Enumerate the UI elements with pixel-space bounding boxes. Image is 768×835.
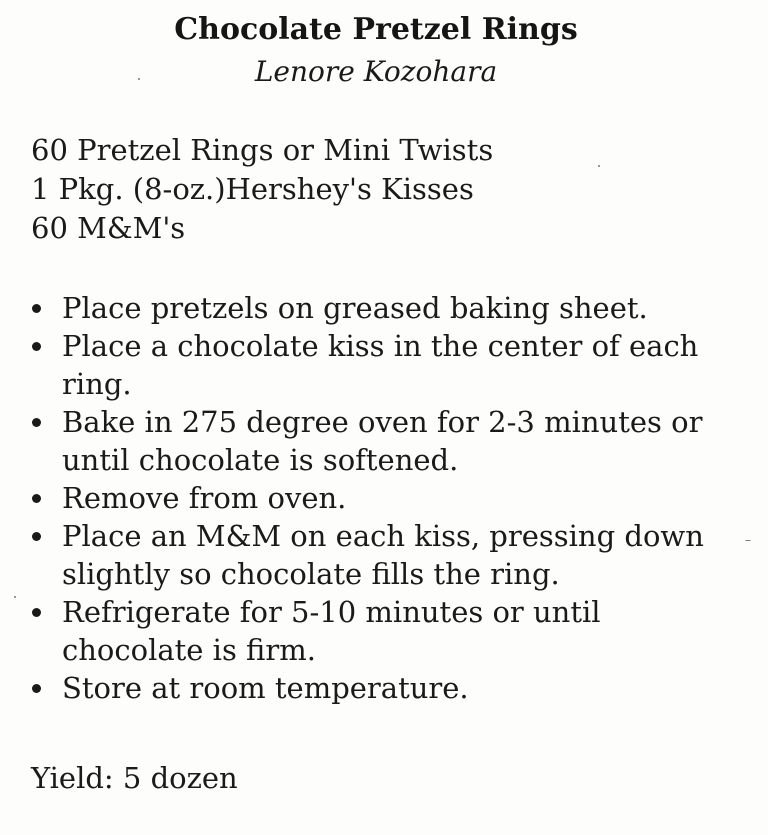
paper-speck <box>138 78 140 80</box>
step-text: Bake in 275 degree oven for 2-3 minutes or until chocolate is softened. <box>62 405 703 477</box>
step-text: Remove from oven. <box>62 481 347 515</box>
instruction-step <box>30 327 750 403</box>
step-text: Refrigerate for 5-10 minutes or until chocolate is firm. <box>62 595 601 667</box>
step-text: Place a chocolate kiss in the center of each ring. <box>62 329 699 401</box>
instructions-list <box>30 289 750 707</box>
paper-speck <box>598 165 600 167</box>
instruction-step <box>30 669 750 707</box>
instruction-step <box>30 593 750 669</box>
step-text: Place an M&M on each kiss, pressing down slightly so chocolate fills the ring. <box>62 519 704 591</box>
instruction-step <box>30 403 750 479</box>
bullet-icon <box>32 304 41 313</box>
ingredient-item: 1 Pkg. (8-oz.)Hershey's Kisses <box>31 172 474 206</box>
bullet-icon <box>32 684 41 693</box>
bullet-icon <box>32 494 41 503</box>
paper-speck <box>14 596 16 598</box>
paper-speck <box>745 540 751 541</box>
bullet-icon <box>32 418 41 427</box>
ingredient-item: 60 Pretzel Rings or Mini Twists <box>31 133 494 167</box>
step-text: Store at room temperature. <box>62 671 469 705</box>
instruction-step <box>30 517 750 593</box>
ingredients-list <box>31 131 493 248</box>
bullet-icon <box>32 532 41 541</box>
step-text: Place pretzels on greased baking sheet. <box>62 291 648 325</box>
instruction-step <box>30 479 750 517</box>
ingredient-item: 60 M&M's <box>31 211 186 245</box>
recipe-yield: Yield: 5 dozen <box>31 761 238 795</box>
instruction-step <box>30 289 750 327</box>
bullet-icon <box>32 342 41 351</box>
recipe-author: Lenore Kozohara <box>254 55 498 88</box>
recipe-title: Chocolate Pretzel Rings <box>174 12 578 47</box>
bullet-icon <box>32 608 41 617</box>
